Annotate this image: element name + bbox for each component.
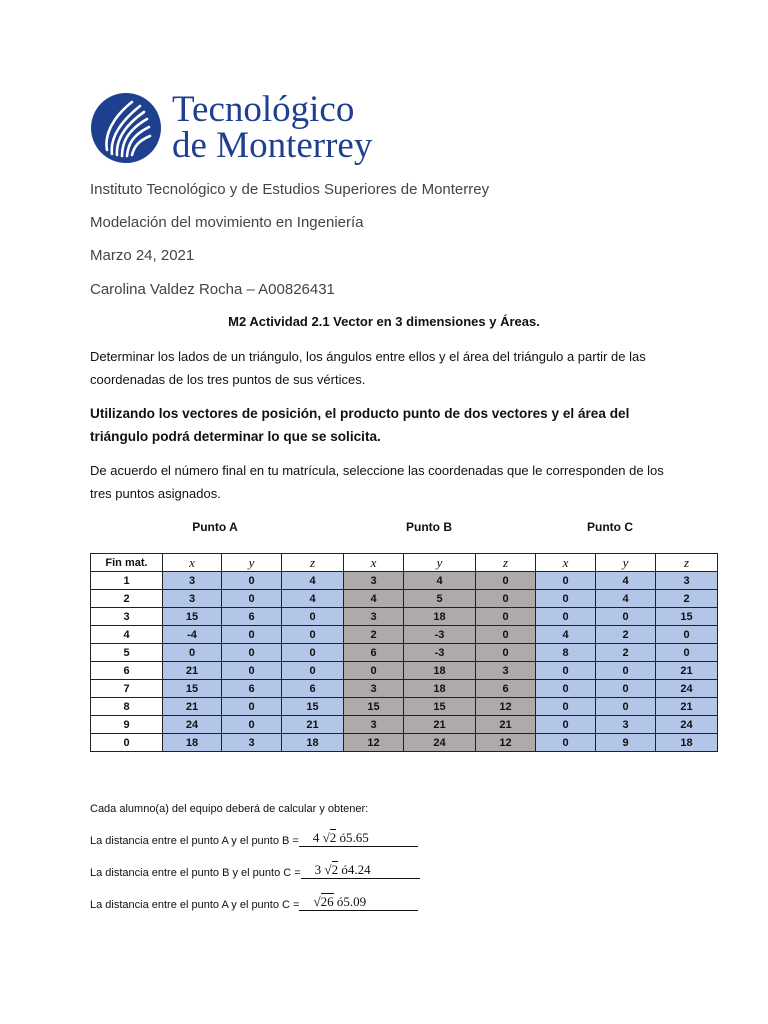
header-fin-mat: Fin mat. [91,554,163,572]
cell-b-z: 0 [476,626,536,644]
cell-b-z: 6 [476,680,536,698]
distance-ac-label: La distancia entre el punto A y el punto C = [90,899,300,911]
distance-bc-radicand: 2 [331,862,339,877]
cell-fin: 9 [91,716,163,734]
cell-b-y: 5 [404,590,476,608]
cell-c-y: 0 [596,698,656,716]
header-b-x: x [344,554,404,572]
cell-c-x: 0 [536,590,596,608]
cell-a-z: 0 [282,608,344,626]
table-row [91,716,718,734]
distance-bc-coef: 3 [314,862,322,877]
cell-a-x: -4 [163,626,222,644]
table-row [91,644,718,662]
tec-flame-logo-icon [90,92,162,164]
cell-b-y: 18 [404,680,476,698]
cell-b-x: 3 [344,572,404,590]
sqrt-icon: √ [313,894,321,909]
table-row [91,572,718,590]
cell-a-y: 3 [222,734,282,752]
cell-b-y: 18 [404,662,476,680]
cell-a-y: 6 [222,608,282,626]
cell-fin: 5 [91,644,163,662]
cell-b-x: 6 [344,644,404,662]
cell-a-z: 15 [282,698,344,716]
cell-a-x: 3 [163,590,222,608]
sqrt-icon: √ [324,862,332,877]
cell-c-x: 8 [536,644,596,662]
course-name: Modelación del movimiento en Ingeniería [90,214,364,231]
cell-a-x: 0 [163,644,222,662]
distance-ac-value: 5.09 [343,894,367,909]
header-c-y: y [596,554,656,572]
cell-b-z: 0 [476,572,536,590]
cell-fin: 0 [91,734,163,752]
cell-fin: 1 [91,572,163,590]
header-a-y: y [222,554,282,572]
paragraph-method: Utilizando los vectores de posición, el producto punto de dos vectores y el área del triángulo podrá determinar lo que se solicita. [90,406,630,444]
cell-b-y: 18 [404,608,476,626]
header-a-z: z [282,554,344,572]
cell-a-y: 0 [222,572,282,590]
cell-b-x: 2 [344,626,404,644]
cell-c-x: 4 [536,626,596,644]
cell-a-z: 18 [282,734,344,752]
sqrt-icon: √ [322,830,330,845]
cell-a-x: 15 [163,680,222,698]
table-body [91,572,718,752]
table-row [91,626,718,644]
cell-c-z: 21 [656,698,718,716]
tec-wordmark [172,89,373,166]
cell-c-x: 0 [536,716,596,734]
tec-logo [90,89,373,166]
cell-b-z: 0 [476,644,536,662]
cell-fin: 6 [91,662,163,680]
logo-line-1: Tecnológico [172,89,355,130]
cell-a-y: 0 [222,590,282,608]
distance-bc-answer [301,862,420,879]
cell-c-y: 0 [596,680,656,698]
cell-a-y: 0 [222,698,282,716]
cell-c-x: 0 [536,734,596,752]
cell-b-z: 0 [476,590,536,608]
cell-c-y: 3 [596,716,656,734]
cell-a-z: 4 [282,590,344,608]
cell-b-x: 0 [344,662,404,680]
paragraph-instructions: Determinar los lados de un triángulo, los ángulos entre ellos y el área del triángulo a partir de las coordenadas de los tres puntos de sus vértices. [90,349,646,387]
table-row [91,662,718,680]
distance-ab-sep: ó [339,830,346,845]
cell-b-x: 3 [344,680,404,698]
distance-ab-row [90,830,418,847]
distance-bc-label: La distancia entre el punto B y el punto C = [90,867,301,879]
cell-c-z: 15 [656,608,718,626]
distance-bc-value: 4.24 [347,862,371,877]
cell-a-y: 0 [222,716,282,734]
cell-b-z: 12 [476,734,536,752]
institution-name: Instituto Tecnológico y de Estudios Superiores de Monterrey [90,181,490,198]
cell-a-x: 3 [163,572,222,590]
coordinates-table [90,553,718,752]
cell-a-z: 21 [282,716,344,734]
logo-line-2: de Monterrey [172,125,373,166]
cell-c-z: 24 [656,680,718,698]
cell-b-x: 15 [344,698,404,716]
cell-fin: 2 [91,590,163,608]
student-name: Carolina Valdez Rocha – A00826431 [90,281,335,298]
cell-b-x: 12 [344,734,404,752]
cell-c-z: 18 [656,734,718,752]
cell-a-z: 0 [282,644,344,662]
header-a-x: x [163,554,222,572]
table-row [91,608,718,626]
cell-fin: 4 [91,626,163,644]
header-c-x: x [536,554,596,572]
paragraph-selection: De acuerdo el número final en tu matrícula, seleccione las coordenadas que le corresponden de los tres puntos asignados. [90,463,664,501]
header-c-z: z [656,554,718,572]
cell-c-z: 3 [656,572,718,590]
cell-c-y: 2 [596,644,656,662]
header-b-z: z [476,554,536,572]
cell-b-z: 0 [476,608,536,626]
cell-a-z: 0 [282,662,344,680]
calc-intro: Cada alumno(a) del equipo deberá de calcular y obtener: [90,803,369,815]
cell-fin: 3 [91,608,163,626]
cell-a-y: 6 [222,680,282,698]
cell-fin: 8 [91,698,163,716]
distance-ac-row [90,894,418,911]
cell-c-y: 0 [596,662,656,680]
table-row [91,734,718,752]
header-b-y: y [404,554,476,572]
cell-b-z: 3 [476,662,536,680]
cell-b-z: 12 [476,698,536,716]
cell-b-y: 4 [404,572,476,590]
distance-ab-answer [299,830,418,847]
distance-bc-row [90,862,420,879]
cell-b-x: 3 [344,716,404,734]
cell-a-x: 21 [163,698,222,716]
table-row [91,698,718,716]
distance-ac-sep: ó [336,894,344,909]
cell-fin: 7 [91,680,163,698]
cell-a-x: 18 [163,734,222,752]
group-header-punto-b: Punto B [406,520,452,534]
cell-c-x: 0 [536,698,596,716]
cell-b-y: -3 [404,626,476,644]
cell-c-z: 24 [656,716,718,734]
cell-c-z: 2 [656,590,718,608]
cell-b-z: 21 [476,716,536,734]
cell-a-x: 21 [163,662,222,680]
cell-c-y: 4 [596,590,656,608]
cell-c-z: 21 [656,662,718,680]
cell-b-y: 24 [404,734,476,752]
cell-c-y: 9 [596,734,656,752]
cell-c-x: 0 [536,608,596,626]
cell-a-z: 6 [282,680,344,698]
table-row [91,680,718,698]
cell-a-z: 4 [282,572,344,590]
distance-ab-value: 5.65 [346,830,369,845]
cell-b-x: 4 [344,590,404,608]
distance-ac-answer [299,894,418,911]
cell-a-z: 0 [282,626,344,644]
distance-ac-radicand: 26 [320,894,334,909]
group-header-punto-c: Punto C [587,520,633,534]
cell-c-y: 4 [596,572,656,590]
cell-a-y: 0 [222,644,282,662]
cell-b-y: -3 [404,644,476,662]
distance-ab-label: La distancia entre el punto A y el punto B = [90,835,299,847]
table-row [91,590,718,608]
distance-ab-radicand: 2 [329,830,337,845]
cell-a-y: 0 [222,626,282,644]
cell-b-y: 15 [404,698,476,716]
cell-c-y: 2 [596,626,656,644]
cell-b-y: 21 [404,716,476,734]
table-header-row [91,554,718,572]
cell-b-x: 3 [344,608,404,626]
distance-bc-sep: ó [341,862,348,877]
cell-c-x: 0 [536,680,596,698]
group-header-punto-a: Punto A [192,520,238,534]
cell-c-x: 0 [536,572,596,590]
cell-c-z: 0 [656,626,718,644]
cell-c-z: 0 [656,644,718,662]
cell-a-y: 0 [222,662,282,680]
document-date: Marzo 24, 2021 [90,247,195,264]
cell-c-y: 0 [596,608,656,626]
cell-c-x: 0 [536,662,596,680]
distance-ab-coef: 4 [312,830,320,845]
activity-title: M2 Actividad 2.1 Vector en 3 dimensiones y Áreas. [228,314,540,329]
cell-a-x: 15 [163,608,222,626]
cell-a-x: 24 [163,716,222,734]
